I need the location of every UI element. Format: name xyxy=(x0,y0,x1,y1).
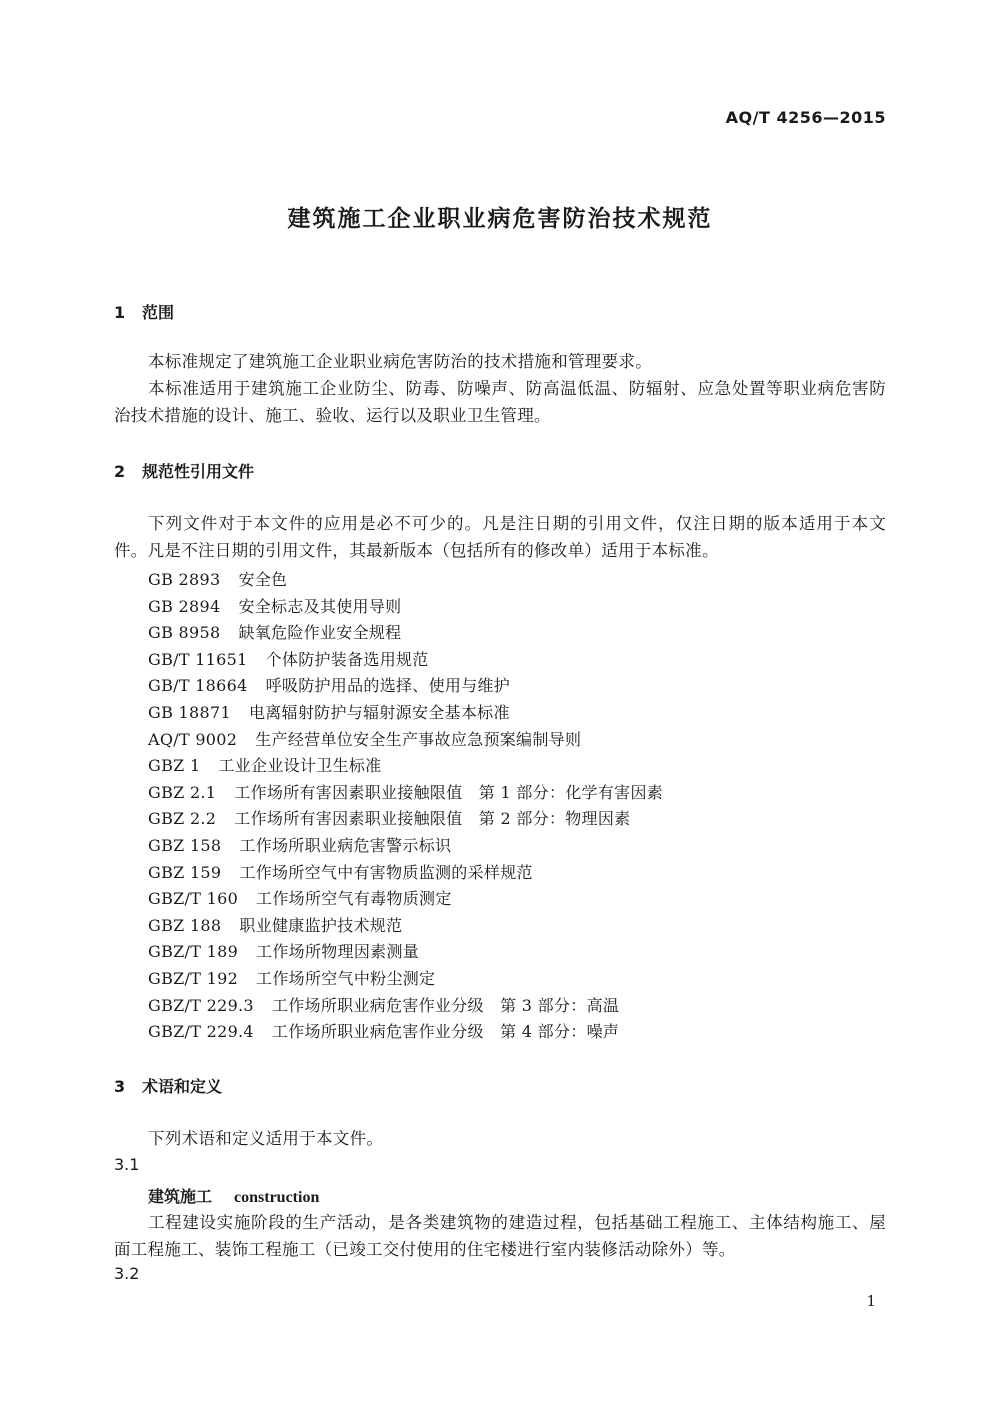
reference-title: 缺氧危险作业安全规程 xyxy=(238,623,402,643)
section-title: 范围 xyxy=(142,303,175,322)
reference-item xyxy=(148,594,401,617)
standard-code: AQ/T 4256—2015 xyxy=(725,108,886,127)
reference-code: GBZ 159 xyxy=(148,862,222,882)
clause-number: 3.2 xyxy=(114,1264,140,1283)
section-heading-scope xyxy=(114,300,174,323)
normative-intro-paragraph: 下列文件对于本文件的应用是必不可少的。凡是注日期的引用文件，仅注日期的版本适用于本文件。凡是不注日期的引用文件，其最新版本（包括所有的修改单）适用于本标准。 xyxy=(114,514,886,560)
reference-title: 安全色 xyxy=(238,570,288,589)
reference-item xyxy=(148,1019,619,1042)
reference-item xyxy=(148,567,287,590)
reference-title: 工作场所空气有毒物质测定 xyxy=(256,889,452,909)
term-english: construction xyxy=(234,1189,320,1206)
reference-title: 工作场所有害因素职业接触限值 第 1 部分：化学有害因素 xyxy=(234,782,664,802)
reference-item xyxy=(148,806,630,829)
term-definition: 工程建设实施阶段的生产活动，是各类建筑物的建造过程，包括基础工程施工、主体结构施工、屋面工程施工、装饰工程施工（已竣工交付使用的住宅楼进行室内装修活动除外）等。 xyxy=(114,1213,886,1259)
reference-item xyxy=(148,647,429,670)
scope-paragraph: 本标准适用于建筑施工企业防尘、防毒、防噪声、防高温低温、防辐射、应急处置等职业病危害防治技术措施的设计、施工、验收、运行以及职业卫生管理。 xyxy=(114,379,886,425)
section-title: 规范性引用文件 xyxy=(142,462,255,481)
reference-item xyxy=(148,833,451,856)
reference-title: 个体防护装备选用规范 xyxy=(265,649,429,669)
reference-code: GBZ/T 160 xyxy=(148,889,239,909)
reference-code: GBZ/T 229.3 xyxy=(148,995,254,1015)
reference-item xyxy=(148,939,419,962)
reference-item xyxy=(148,700,510,723)
reference-code: GB/T 18664 xyxy=(148,676,248,696)
reference-code: GBZ 2.1 xyxy=(148,782,217,802)
page-number: 1 xyxy=(866,1292,876,1310)
reference-code: GBZ 2.2 xyxy=(148,809,217,829)
section-heading-normative-references xyxy=(114,459,254,482)
reference-code: GBZ 188 xyxy=(148,915,222,935)
reference-title: 安全标志及其使用导则 xyxy=(238,596,402,616)
reference-code: GB 8958 xyxy=(148,623,221,643)
terms-intro-paragraph: 下列术语和定义适用于本文件。 xyxy=(148,1129,384,1148)
reference-item xyxy=(148,913,402,936)
reference-item xyxy=(148,673,510,696)
term-chinese: 建筑施工 xyxy=(148,1187,213,1206)
reference-item xyxy=(148,966,435,989)
reference-item xyxy=(148,780,663,803)
reference-code: GBZ 158 xyxy=(148,836,222,855)
reference-title: 电离辐射防护与辐射源安全基本标准 xyxy=(248,703,510,722)
section-number: 1 xyxy=(114,303,126,322)
reference-title: 工作场所职业病危害警示标识 xyxy=(239,836,452,855)
reference-code: AQ/T 9002 xyxy=(148,729,238,749)
reference-item xyxy=(148,860,533,883)
reference-code: GB 2893 xyxy=(148,570,221,589)
document-title: 建筑施工企业职业病危害防治技术规范 xyxy=(287,206,713,232)
section-title: 术语和定义 xyxy=(142,1077,223,1096)
reference-code: GB 2894 xyxy=(148,596,221,616)
reference-title: 工业企业设计卫生标准 xyxy=(218,756,382,776)
reference-title: 职业健康监护技术规范 xyxy=(239,915,403,935)
reference-title: 工作场所职业病危害作业分级 第 3 部分：高温 xyxy=(271,995,620,1015)
reference-code: GB 18871 xyxy=(148,703,231,722)
reference-title: 工作场所物理因素测量 xyxy=(256,942,420,962)
reference-title: 工作场所职业病危害作业分级 第 4 部分：噪声 xyxy=(271,1022,620,1042)
section-number: 3 xyxy=(114,1077,126,1096)
reference-code: GBZ/T 192 xyxy=(148,969,239,988)
reference-item xyxy=(148,727,581,750)
reference-item xyxy=(148,993,619,1016)
reference-title: 工作场所空气中粉尘测定 xyxy=(256,969,436,988)
section-number: 2 xyxy=(114,462,126,481)
reference-code: GBZ/T 229.4 xyxy=(148,1022,254,1042)
reference-title: 呼吸防护用品的选择、使用与维护 xyxy=(265,676,511,696)
reference-code: GBZ/T 189 xyxy=(148,942,239,962)
reference-title: 工作场所空气中有害物质监测的采样规范 xyxy=(239,862,533,882)
reference-code: GB/T 11651 xyxy=(148,649,248,669)
reference-code: GBZ 1 xyxy=(148,756,201,776)
section-heading-terms xyxy=(114,1074,222,1097)
reference-title: 生产经营单位安全生产事故应急预案编制导则 xyxy=(255,729,582,749)
reference-item xyxy=(148,753,381,776)
reference-item xyxy=(148,620,401,643)
reference-item xyxy=(148,886,452,909)
term-heading xyxy=(148,1184,319,1207)
reference-title: 工作场所有害因素职业接触限值 第 2 部分：物理因素 xyxy=(234,809,631,829)
clause-number: 3.1 xyxy=(114,1155,140,1174)
scope-paragraph: 本标准规定了建筑施工企业职业病危害防治的技术措施和管理要求。 xyxy=(148,352,652,371)
